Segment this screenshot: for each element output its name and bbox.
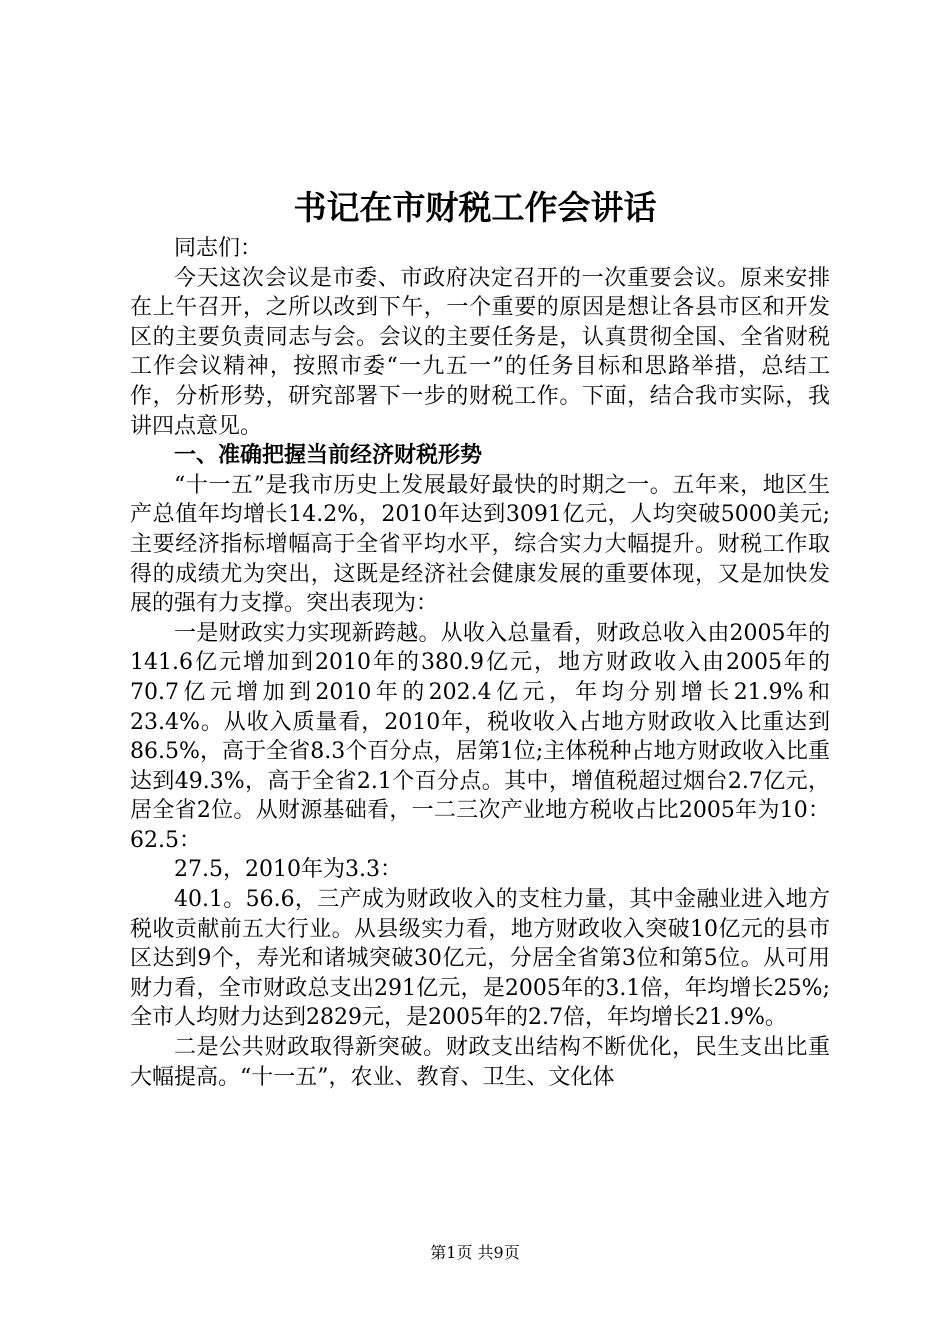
paragraph: 27.5，2010年为3.3： (174, 857, 402, 883)
section-heading: 一、准确把握当前经济财税形势 (174, 442, 483, 469)
page-footer: 第1页 共9页 (430, 1243, 520, 1262)
document-body (130, 234, 830, 1092)
paragraph: 一是财政实力实现新跨越。从收入总量看，财政总收入由2005年的141.6亿元增加到2010年的380.9亿元，地方财政收入由2005年的70.7亿元增加到2010年的202.4亿元，年均分别增长21.9%和23.4%。从收入质量看，2010年，税收收入占地方财政收入比重达到86.5%，高于全省8.3个百分点，居第1位;主体税种占地方财政收入比重达到49.3%，高于全省2.1个百分点。其中，增值税超过烟台2.7亿元，居全省2位。从财源基础看，一二三次产业地方税收占比2005年为10：62.5： (130, 620, 830, 853)
paragraph: 40.1。56.6，三产成为财政收入的支柱力量，其中金融业进入地方税收贡献前五大行业。从县级实力看，地方财政收入突破10亿元的县市区达到9个，寿光和诸城突破30亿元，分居全省第3位和第5位。从可用财力看，全市财政总支出291亿元，是2005年的3.1倍，年均增长25%;全市人均财力达到2829元，是2005年的2.7倍，年均增长21.9%。 (130, 887, 830, 1031)
intro-paragraph: 今天这次会议是市委、市政府决定召开的一次重要会议。原来安排在上午召开，之所以改到下午，一个重要的原因是想让各县市区和开发区的主要负责同志与会。会议的主要任务是，认真贯彻全国、全省财税工作会议精神，按照市委“一九五一”的任务目标和思路举措，总结工作，分析形势，研究部署下一步的财税工作。下面，结合我市实际，我讲四点意见。 (130, 265, 830, 439)
salutation: 同志们： (174, 236, 263, 261)
paragraph: 二是公共财政取得新突破。财政支出结构不断优化，民生支出比重大幅提高。“十一五”，农业、教育、卫生、文化体 (130, 1035, 830, 1090)
page-title: 书记在市财税工作会讲话 (293, 188, 657, 227)
paragraph: “十一五”是我市历史上发展最好最快的时期之一。五年来，地区生产总值年均增长14.2%，2010年达到3091亿元，人均突破5000美元;主要经济指标增幅高于全省平均水平，综合实力大幅提升。财税工作取得的成绩尤为突出，这既是经济社会健康发展的重要体现，又是加快发展的强有力支撑。突出表现为： (130, 472, 830, 617)
